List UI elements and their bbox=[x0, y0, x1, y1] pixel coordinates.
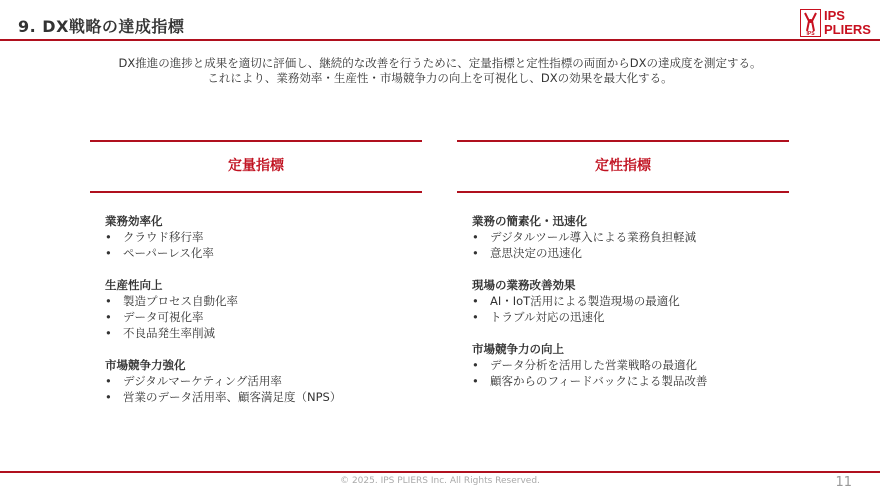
quantitative-heading: 定量指標 bbox=[90, 140, 422, 193]
list-item: • デジタルマーケティング活用率 bbox=[105, 373, 422, 389]
list-item: • 意思決定の迅速化 bbox=[472, 245, 789, 261]
metric-group bbox=[472, 277, 789, 325]
list-item: • デジタルツール導入による業務負担軽減 bbox=[472, 229, 789, 245]
group-title: 市場競争力の向上 bbox=[472, 342, 564, 356]
list-item: • ペーパーレス化率 bbox=[105, 245, 422, 261]
slide-title: 9. DX戦略の達成指標 bbox=[18, 17, 185, 36]
logo-text-line2: PLIERS bbox=[824, 22, 871, 37]
logo-mark-text: IPS bbox=[806, 31, 815, 37]
logo-wordmark bbox=[824, 9, 871, 37]
list-item: • データ分析を活用した営業戦略の最適化 bbox=[472, 357, 789, 373]
metric-group bbox=[472, 341, 789, 389]
footer-divider bbox=[0, 471, 880, 473]
metric-group bbox=[105, 357, 422, 405]
list-item: • クラウド移行率 bbox=[105, 229, 422, 245]
copyright-text: © 2025. IPS PLIERS Inc. All Rights Reserved. bbox=[340, 476, 540, 486]
logo-text-line1: IPS bbox=[824, 8, 845, 23]
pliers-logo-icon bbox=[800, 9, 821, 37]
company-logo bbox=[800, 9, 874, 39]
page-number: 11 bbox=[835, 475, 852, 490]
group-title: 業務の簡素化・迅速化 bbox=[472, 214, 587, 228]
intro-text bbox=[0, 56, 880, 86]
qualitative-heading: 定性指標 bbox=[457, 140, 789, 193]
list-item: • トラブル対応の迅速化 bbox=[472, 309, 789, 325]
list-item: • AI・IoT活用による製造現場の最適化 bbox=[472, 293, 789, 309]
group-title: 生産性向上 bbox=[105, 278, 163, 292]
quantitative-column bbox=[90, 140, 422, 421]
list-item: • 製造プロセス自動化率 bbox=[105, 293, 422, 309]
list-item: • 不良品発生率削減 bbox=[105, 325, 422, 341]
list-item: • 営業のデータ活用率、顧客満足度（NPS） bbox=[105, 389, 422, 405]
group-title: 市場競争力強化 bbox=[105, 358, 186, 372]
metric-group bbox=[105, 213, 422, 261]
metric-group bbox=[472, 213, 789, 261]
group-title: 業務効率化 bbox=[105, 214, 163, 228]
metric-group bbox=[105, 277, 422, 341]
group-title: 現場の業務改善効果 bbox=[472, 278, 576, 292]
title-divider bbox=[0, 39, 880, 41]
qualitative-column bbox=[457, 140, 789, 405]
intro-line-1: DX推進の進捗と成果を適切に評価し、継続的な改善を行うために、定量指標と定性指標の両面からDXの達成度を測定する。 bbox=[118, 56, 762, 70]
list-item: • データ可視化率 bbox=[105, 309, 422, 325]
list-item: • 顧客からのフィードバックによる製品改善 bbox=[472, 373, 789, 389]
intro-line-2: これにより、業務効率・生産性・市場競争力の向上を可視化し、DXの効果を最大化する。 bbox=[207, 71, 673, 85]
